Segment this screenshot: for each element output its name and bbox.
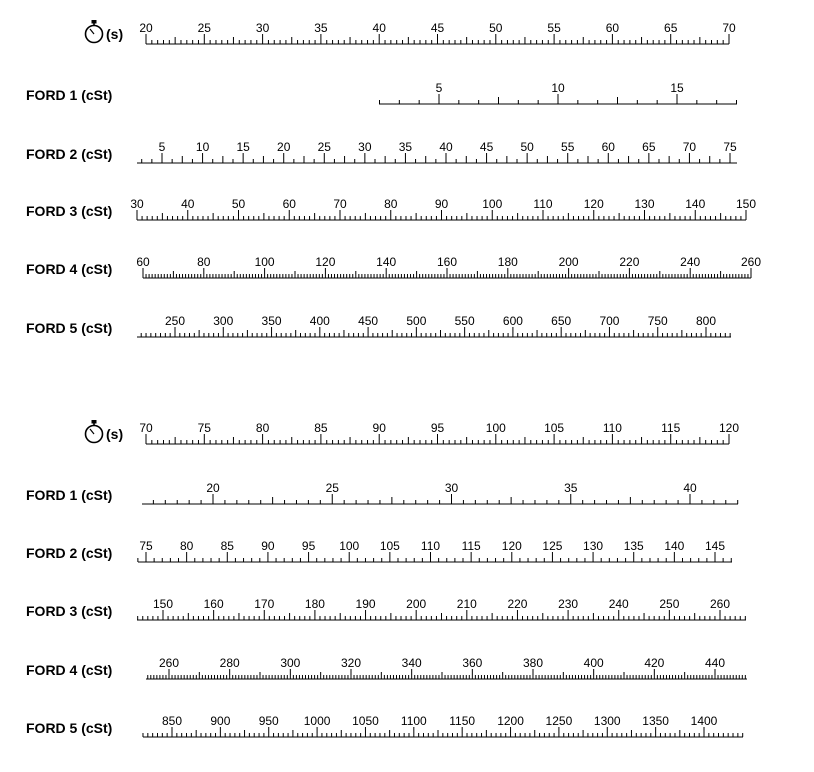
tick-label: 1150: [449, 714, 476, 728]
tick-label: 70: [333, 197, 347, 211]
scale-ford2: [26, 140, 737, 163]
scale-label: FORD 4 (cSt): [26, 261, 113, 277]
tick-label: 250: [659, 597, 680, 611]
scale-time: [86, 420, 740, 444]
tick-label: 100: [339, 539, 360, 553]
tick-label: 75: [197, 421, 211, 435]
tick-label: 85: [220, 539, 234, 553]
tick-label: 80: [255, 421, 270, 435]
tick-label: 260: [158, 656, 180, 670]
tick-label: 230: [558, 597, 579, 611]
stopwatch-icon: [86, 420, 103, 443]
scale-ford3: [26, 197, 756, 220]
tick-label: 65: [642, 140, 656, 154]
tick-label: 300: [213, 314, 234, 328]
tick-label: 115: [661, 421, 681, 435]
tick-label: 145: [704, 539, 726, 553]
scale-ford2: [26, 539, 732, 562]
tick-label: 160: [436, 255, 458, 269]
scale-label: FORD 2 (cSt): [26, 146, 113, 162]
tick-label: 100: [254, 255, 275, 269]
tick-label: 10: [195, 140, 210, 154]
tick-label: 120: [501, 539, 522, 553]
tick-label: 30: [358, 140, 372, 154]
tick-label: 1050: [352, 714, 379, 728]
tick-label: 45: [430, 21, 445, 35]
tick-label: 1300: [593, 714, 621, 728]
tick-label: 60: [282, 197, 296, 211]
tick-label: 80: [179, 539, 194, 553]
tick-label: 105: [544, 421, 565, 435]
tick-label: 85: [314, 421, 328, 435]
tick-label: 1250: [545, 714, 573, 728]
scale-ford1: [26, 81, 737, 104]
tick-label: 950: [258, 714, 279, 728]
tick-label: 50: [231, 197, 246, 211]
tick-label: 110: [602, 421, 622, 435]
scale-ford4: [26, 255, 761, 278]
tick-label: 95: [301, 539, 316, 553]
tick-label: 150: [735, 197, 757, 211]
tick-label: 40: [439, 140, 453, 154]
scale-ford3: [26, 597, 746, 620]
tick-label: 115: [461, 539, 481, 553]
tick-label: 450: [358, 314, 379, 328]
scale-label: FORD 1 (cSt): [26, 487, 113, 503]
tick-label: 140: [664, 539, 685, 553]
tick-label: 1200: [497, 714, 524, 728]
scale-label: FORD 2 (cSt): [26, 545, 113, 561]
tick-label: 45: [479, 140, 494, 154]
scale-label: FORD 3 (cSt): [26, 203, 113, 219]
tick-label: 5: [435, 81, 443, 95]
tick-label: 65: [664, 21, 678, 35]
tick-label: 340: [401, 656, 422, 670]
tick-label: 50: [520, 140, 534, 154]
tick-label: 25: [325, 481, 339, 495]
tick-label: 130: [634, 197, 655, 211]
tick-label: 250: [164, 314, 186, 328]
tick-label: 200: [406, 597, 427, 611]
scale-label: FORD 5 (cSt): [26, 320, 113, 336]
tick-label: 50: [489, 21, 503, 35]
tick-label: 70: [139, 421, 153, 435]
tick-label: 260: [740, 255, 762, 269]
tick-label: 1100: [400, 714, 427, 728]
panel-1: [26, 20, 761, 337]
scale-ford4: [26, 656, 747, 679]
tick-label: 20: [139, 21, 153, 35]
tick-label: 25: [317, 140, 331, 154]
tick-label: 850: [161, 714, 183, 728]
tick-label: 25: [197, 21, 211, 35]
tick-label: 80: [384, 197, 398, 211]
tick-label: 40: [181, 197, 195, 211]
tick-label: 40: [372, 21, 386, 35]
tick-label: 120: [718, 421, 740, 435]
tick-label: 10: [551, 81, 565, 95]
scale-ford1: [26, 481, 738, 504]
tick-label: 600: [502, 314, 523, 328]
tick-label: 15: [236, 140, 250, 154]
tick-label: 300: [280, 656, 301, 670]
tick-label: 55: [547, 21, 561, 35]
tick-label: 190: [355, 597, 376, 611]
tick-label: 700: [599, 314, 620, 328]
tick-label: 400: [309, 314, 330, 328]
tick-label: 350: [261, 314, 282, 328]
tick-label: 220: [619, 255, 640, 269]
scale-label: FORD 5 (cSt): [26, 720, 113, 736]
tick-label: 130: [583, 539, 604, 553]
tick-label: 60: [601, 140, 615, 154]
tick-label: 20: [206, 481, 220, 495]
tick-label: 400: [583, 656, 604, 670]
scale-label: FORD 3 (cSt): [26, 603, 113, 619]
tick-label: 125: [542, 539, 563, 553]
tick-label: 135: [623, 539, 644, 553]
tick-label: 70: [722, 21, 736, 35]
scale-time: [86, 20, 736, 44]
tick-label: 5: [158, 140, 166, 154]
tick-label: 120: [583, 197, 604, 211]
tick-label: 220: [507, 597, 528, 611]
tick-label: 35: [564, 481, 578, 495]
tick-label: 20: [277, 140, 291, 154]
tick-label: 15: [670, 81, 684, 95]
tick-label: 95: [430, 421, 445, 435]
scale-label: FORD 4 (cSt): [26, 662, 113, 678]
tick-label: 110: [533, 197, 553, 211]
scale-ford5: [26, 714, 743, 737]
tick-label: 110: [420, 539, 441, 553]
tick-label: 30: [130, 197, 144, 211]
tick-label: 380: [522, 656, 544, 670]
tick-label: 180: [304, 597, 325, 611]
tick-label: 70: [682, 140, 697, 154]
tick-label: 90: [261, 539, 275, 553]
tick-label: 75: [723, 140, 737, 154]
tick-label: 170: [254, 597, 275, 611]
tick-label: 750: [647, 314, 668, 328]
tick-label: 75: [139, 539, 153, 553]
tick-label: 80: [197, 255, 211, 269]
tick-label: 55: [561, 140, 575, 154]
tick-label: 1000: [303, 714, 331, 728]
tick-label: 60: [605, 21, 620, 35]
scale-label: FORD 1 (cSt): [26, 87, 113, 103]
tick-label: 1400: [690, 714, 718, 728]
tick-label: 1350: [642, 714, 669, 728]
tick-label: 260: [709, 597, 731, 611]
tick-label: 180: [497, 255, 518, 269]
tick-label: 105: [379, 539, 400, 553]
tick-label: 210: [456, 597, 477, 611]
tick-label: 420: [644, 656, 665, 670]
tick-label: 40: [683, 481, 697, 495]
tick-label: 360: [462, 656, 483, 670]
tick-label: 440: [704, 656, 726, 670]
tick-label: 550: [454, 314, 475, 328]
tick-label: 30: [255, 21, 270, 35]
tick-label: 200: [558, 255, 579, 269]
tick-label: 90: [434, 197, 449, 211]
tick-label: 35: [314, 21, 328, 35]
tick-label: 320: [340, 656, 362, 670]
tick-label: 140: [685, 197, 706, 211]
tick-label: 100: [485, 421, 506, 435]
time-unit-label: (s): [106, 426, 124, 442]
panel-2: [26, 420, 747, 737]
tick-label: 120: [315, 255, 336, 269]
tick-label: 280: [219, 656, 240, 670]
tick-label: 30: [444, 481, 459, 495]
tick-label: 240: [680, 255, 701, 269]
tick-label: 90: [372, 421, 386, 435]
tick-label: 160: [203, 597, 224, 611]
tick-label: 60: [136, 255, 150, 269]
tick-label: 100: [482, 197, 503, 211]
tick-label: 650: [551, 314, 572, 328]
tick-label: 800: [695, 314, 717, 328]
stopwatch-icon: [86, 20, 103, 43]
tick-label: 150: [152, 597, 174, 611]
tick-label: 500: [406, 314, 427, 328]
time-unit-label: (s): [106, 26, 124, 42]
tick-label: 900: [210, 714, 231, 728]
tick-label: 35: [398, 140, 413, 154]
tick-label: 240: [608, 597, 629, 611]
tick-label: 140: [376, 255, 397, 269]
scale-ford5: [26, 314, 731, 337]
